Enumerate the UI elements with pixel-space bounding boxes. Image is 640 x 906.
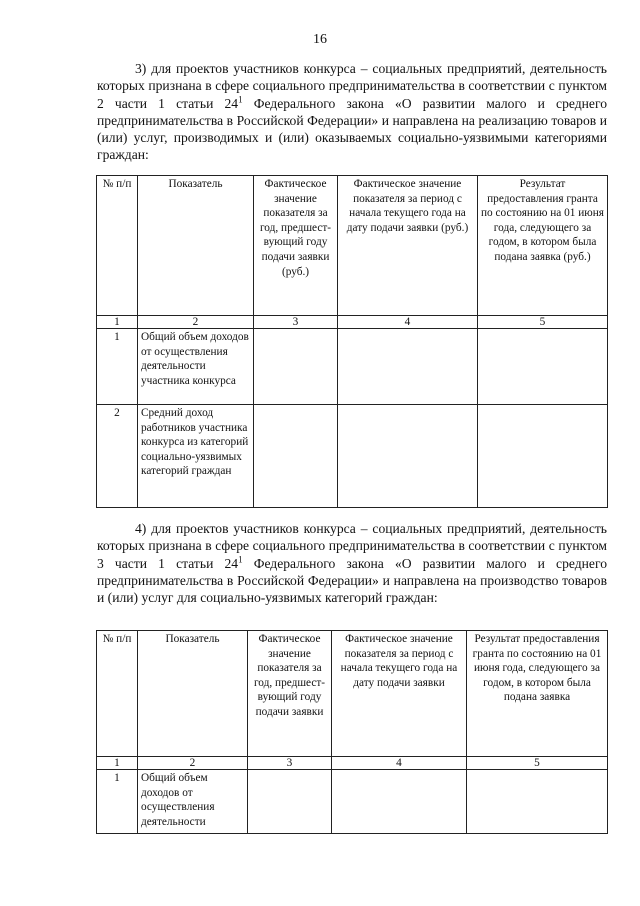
article-superscript: 1 (238, 554, 243, 565)
row-number: 2 (97, 405, 138, 508)
article-superscript: 1 (238, 94, 243, 105)
table-row (97, 405, 608, 508)
header-number: № п/п (97, 631, 138, 757)
indicator-name: Общий объем доходов от осуществления деятельности (138, 770, 248, 834)
value-cell (478, 329, 608, 405)
column-number: 5 (467, 757, 608, 770)
column-number: 1 (97, 316, 138, 329)
indicator-name: Средний доход работников участника конкурса из категорий социально-уязвимых категорий граждан (138, 405, 254, 508)
header-grant-result: Результат предоставления гранта по состоянию на 01 июня года, следующего за годом, в котором была подана заявка (467, 631, 608, 757)
value-cell (254, 329, 338, 405)
column-number: 2 (138, 757, 248, 770)
column-number: 4 (338, 316, 478, 329)
section-4-paragraph (97, 520, 607, 606)
section-3-text-start: 3) для проектов участников конкурса – социальных предприятий, деятельность которых признана в сфере социального предпринимательства в соответствии с пунктом 2 части 1 статьи 24 (97, 61, 607, 111)
section-3-text-end: Федерального закона «О развитии малого и среднего предпринимательства в Российской Федерации» и направлена на реализацию товаров и (или) услуг, производимых и (или) оказываемых социально-уязвимыми категориями граждан: (97, 95, 607, 163)
table-header-row (97, 631, 608, 757)
column-number: 5 (478, 316, 608, 329)
column-number: 2 (138, 316, 254, 329)
value-cell (332, 770, 467, 834)
table-row (97, 770, 608, 834)
column-number-row (97, 757, 608, 770)
column-number: 3 (248, 757, 332, 770)
indicator-name: Общий объем доходов от осуществления деятельности участника конкурса (138, 329, 254, 405)
value-cell (254, 405, 338, 508)
header-indicator: Показатель (138, 176, 254, 316)
value-cell (478, 405, 608, 508)
section-4-text-start: 4) для проектов участников конкурса – социальных предприятий, деятельность которых признана в сфере социального предпринимательства в соответствии с пунктом 3 части 1 статьи 24 (97, 521, 607, 571)
header-number: № п/п (97, 176, 138, 316)
row-number: 1 (97, 329, 138, 405)
value-cell (467, 770, 608, 834)
header-actual-current-period: Фактическое значение показателя за период с начала текущего года на дату подачи заявки (руб.) (338, 176, 478, 316)
indicator-table-section-4 (96, 630, 608, 834)
column-number: 3 (254, 316, 338, 329)
section-4-text-end: Федерального закона «О развитии малого и среднего предпринимательства в Российской Федерации» и направлена на производство товаров и (или) услуг для социально-уязвимых категорий граждан: (97, 555, 607, 606)
column-number: 4 (332, 757, 467, 770)
table-row (97, 329, 608, 405)
header-actual-prev-year: Фактическое значение показателя за год, предшест-вующий году подачи заявки (руб.) (254, 176, 338, 316)
value-cell (338, 329, 478, 405)
header-indicator: Показатель (138, 631, 248, 757)
section-3-paragraph (97, 60, 607, 164)
row-number: 1 (97, 770, 138, 834)
header-grant-result: Результат предоставления гранта по состоянию на 01 июня года, следующего за годом, в котором была подана заявка (руб.) (478, 176, 608, 316)
column-number-row (97, 316, 608, 329)
page-number: 16 (313, 32, 327, 47)
indicator-table-section-3 (96, 175, 608, 508)
column-number: 1 (97, 757, 138, 770)
header-actual-prev-year: Фактическое значение показателя за год, предшест-вующий году подачи заявки (248, 631, 332, 757)
value-cell (338, 405, 478, 508)
header-actual-current-period: Фактическое значение показателя за период с начала текущего года на дату подачи заявки (332, 631, 467, 757)
table-header-row (97, 176, 608, 316)
value-cell (248, 770, 332, 834)
